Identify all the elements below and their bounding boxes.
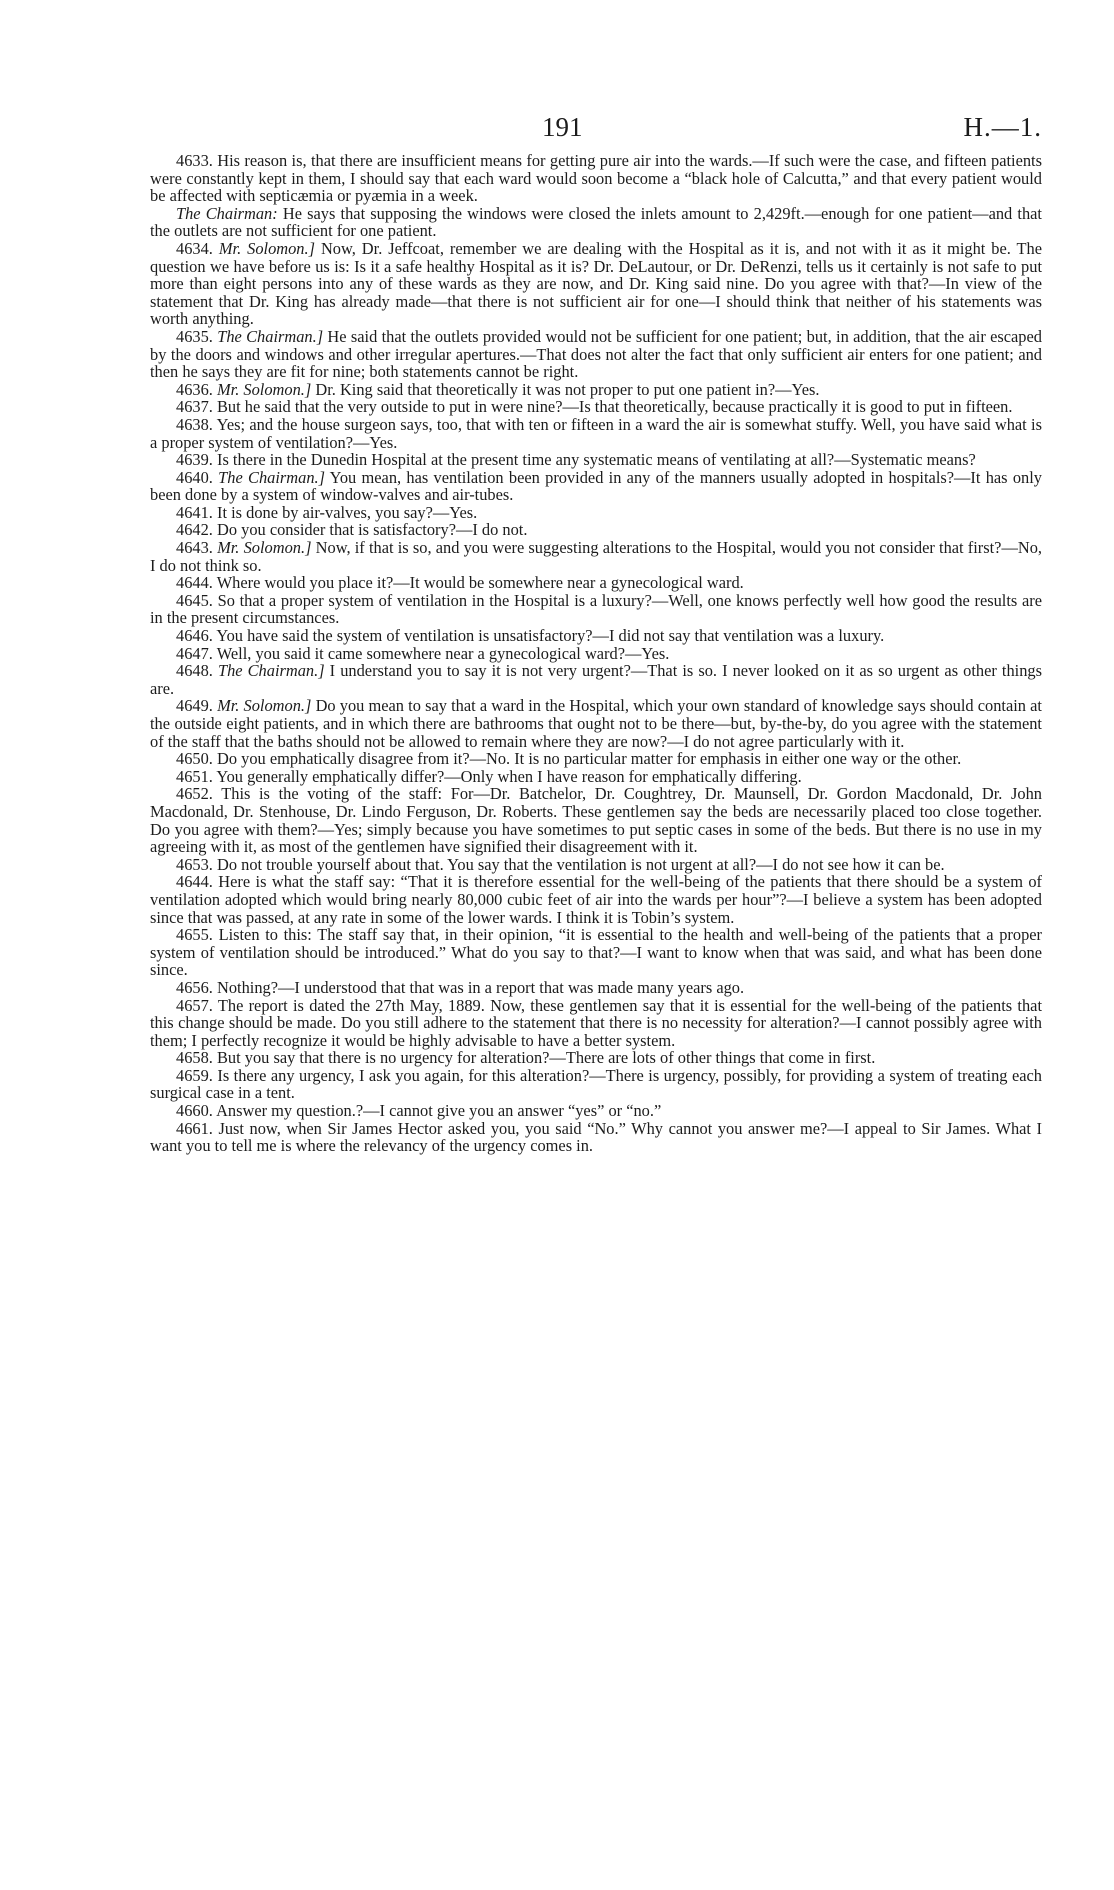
document-body bbox=[150, 152, 1042, 1155]
paragraph-text: You mean, has ventilation been provided in any of the manners usually adopted in hospitals?—It has only been done by a system of window-valves and air-tubes. bbox=[150, 467, 1042, 505]
paragraph-text: The report is dated the 27th May, 1889. Now, these gentlemen say that it is essential for the well-being of the patients that this change should be made. Do you still adhere to the statement that there is no necessity for alteration?—I cannot possibly agree with them; I perfectly recognize it would be highly advisable to have a better system. bbox=[150, 995, 1042, 1050]
paragraph-text: Yes; and the house surgeon says, too, that with ten or fifteen in a ward the air is somewhat stuffy. Well, you have said what is a proper system of ventilation?—Yes. bbox=[150, 414, 1042, 452]
testimony-paragraph bbox=[150, 504, 1042, 522]
question-number: 4650. bbox=[176, 749, 213, 769]
testimony-paragraph bbox=[150, 328, 1042, 381]
paragraph-text: But you say that there is no urgency for alteration?—There are lots of other things that come in first. bbox=[217, 1048, 876, 1068]
testimony-paragraph bbox=[150, 592, 1042, 627]
question-number: 4656. bbox=[176, 977, 213, 997]
paragraph-text: This is the voting of the staff: For—Dr. Batchelor, Dr. Coughtrey, Dr. Maunsell, Dr. Gordon Macdonald, Dr. John Macdonald, Dr. Stenhouse, Dr. Lindo Ferguson, Dr. Roberts. These gentlemen say the beds are necessarily placed too close together. Do you agree with them?—Yes; simply because you have sometimes to put septic cases in some of the beds. But there is no use in my agreeing with it, as most of the gentlemen have signified their disagreement with it. bbox=[150, 784, 1042, 857]
speaker-name: The Chairman.] bbox=[217, 661, 325, 681]
paragraph-text: But he said that the very outside to put in were nine?—Is that theoretically, because practically it is good to put in fifteen. bbox=[217, 397, 1013, 417]
question-number: 4648. bbox=[176, 661, 213, 681]
question-number: 4655. bbox=[176, 925, 213, 945]
question-number: 4633. bbox=[176, 151, 213, 170]
paragraph-text: Where would you place it?—It would be somewhere near a gynecological ward. bbox=[216, 573, 744, 593]
testimony-paragraph bbox=[150, 926, 1042, 979]
testimony-paragraph bbox=[150, 574, 1042, 592]
paragraph-text: He says that supposing the windows were closed the inlets amount to 2,429ft.—enough for one patient—and that the outlets are not sufficient for one patient. bbox=[150, 203, 1042, 241]
paragraph-text: So that a proper system of ventilation in the Hospital is a luxury?—Well, one knows perfectly well how good the results are in the present circumstances. bbox=[150, 590, 1043, 628]
testimony-paragraph bbox=[150, 768, 1042, 786]
testimony-paragraph bbox=[150, 521, 1042, 539]
testimony-paragraph bbox=[150, 997, 1042, 1050]
question-number: 4644. bbox=[176, 573, 213, 593]
testimony-paragraph bbox=[150, 152, 1042, 205]
speaker-name: Mr. Solomon.] bbox=[217, 696, 312, 716]
testimony-paragraph bbox=[150, 416, 1042, 451]
question-number: 4661. bbox=[176, 1118, 213, 1138]
paragraph-text: Here is what the staff say: “That it is therefore essential for the well-being of the patients that there should be a system of ventilation adopted which would bring nearly 80,000 cubic feet of air into the wards per hour”?—I believe a system has been adopted since that was passed, at any rate in some of the lower wards. I think it is Tobin’s system. bbox=[150, 872, 1043, 927]
question-number: 4644. bbox=[176, 872, 213, 892]
paragraph-text: Do not trouble yourself about that. You say that the ventilation is not urgent at all?—I do not see how it can be. bbox=[217, 854, 945, 874]
question-number: 4649. bbox=[176, 696, 213, 716]
series-code: H.—1. bbox=[963, 112, 1042, 142]
testimony-paragraph bbox=[150, 645, 1042, 663]
page-number: 191 bbox=[542, 112, 583, 142]
testimony-paragraph bbox=[150, 1120, 1042, 1155]
testimony-paragraph bbox=[150, 697, 1042, 750]
paragraph-text: Do you consider that is satisfactory?—I do not. bbox=[217, 520, 528, 540]
speaker-name: The Chairman.] bbox=[217, 326, 324, 346]
question-number: 4652. bbox=[176, 784, 213, 804]
paragraph-text: Answer my question.?—I cannot give you an answer “yes” or “no.” bbox=[216, 1101, 662, 1121]
question-number: 4635. bbox=[176, 326, 213, 346]
question-number: 4659. bbox=[176, 1065, 213, 1085]
paragraph-text: Do you emphatically disagree from it?—No. It is no particular matter for emphasis in either one way or the other. bbox=[217, 749, 962, 769]
testimony-paragraph bbox=[150, 398, 1042, 416]
paragraph-text: Is there in the Dunedin Hospital at the present time any systematic means of ventilating at all?—Systematic means? bbox=[217, 450, 976, 470]
question-number: 4640. bbox=[176, 467, 213, 487]
testimony-paragraph bbox=[150, 627, 1042, 645]
testimony-paragraph bbox=[150, 785, 1042, 855]
paragraph-text: I understand you to say it is not very urgent?—That is so. I never looked on it as so urgent as other things are. bbox=[150, 661, 1042, 698]
speaker-name: The Chairman.] bbox=[218, 467, 325, 487]
paragraph-text: Now, if that is so, and you were suggesting alterations to the Hospital, would you not consider that first?—No, I do not think so. bbox=[150, 538, 1042, 575]
testimony-paragraph bbox=[150, 856, 1042, 874]
question-number: 4634. bbox=[176, 238, 213, 258]
question-number: 4653. bbox=[176, 854, 213, 874]
speaker-name: Mr. Solomon.] bbox=[218, 238, 315, 258]
testimony-paragraph bbox=[150, 539, 1042, 574]
page-header bbox=[0, 112, 1114, 148]
question-number: 4643. bbox=[176, 538, 213, 558]
question-number: 4642. bbox=[176, 520, 213, 540]
testimony-paragraph bbox=[150, 750, 1042, 768]
paragraph-text: It is done by air-valves, you say?—Yes. bbox=[217, 502, 478, 522]
paragraph-text: Do you mean to say that a ward in the Hospital, which your own standard of knowledge says should contain at the outside eight patients, and in which there are bathrooms that ought not to be there—but, by-the-by, do you agree with the statement of the staff that the baths should not be allowed to remain where they are now?—I do not agree particularly with it. bbox=[150, 696, 1042, 751]
testimony-paragraph bbox=[150, 469, 1042, 504]
paragraph-text: Is there any urgency, I ask you again, for this alteration?—There is urgency, possibly, for providing a system of treating each surgical case in a tent. bbox=[150, 1065, 1042, 1103]
paragraph-text: He said that the outlets provided would not be sufficient for one patient; but, in addition, that the air escaped by the doors and windows and other irregular apertures.—That does not alter the fact that only sufficient air enters for one patient; and then he says they are fit for nine; both statements cannot be right. bbox=[150, 326, 1042, 382]
paragraph-text: Dr. King said that theoretically it was not proper to put one patient in?—Yes. bbox=[315, 379, 820, 399]
question-number: 4638. bbox=[176, 414, 213, 434]
speaker-name: Mr. Solomon.] bbox=[217, 379, 312, 399]
question-number: 4651. bbox=[176, 766, 213, 786]
question-number: 4658. bbox=[176, 1048, 213, 1068]
paragraph-text: Just now, when Sir James Hector asked you, you said “No.” Why cannot you answer me?—I appeal to Sir James. What I want you to tell me is where the relevancy of the urgency comes in. bbox=[150, 1118, 1042, 1156]
question-number: 4657. bbox=[176, 995, 213, 1015]
question-number: 4660. bbox=[176, 1101, 213, 1121]
question-number: 4639. bbox=[176, 450, 213, 470]
question-number: 4645. bbox=[176, 590, 213, 610]
testimony-paragraph bbox=[150, 979, 1042, 997]
paragraph-text: You have said the system of ventilation is unsatisfactory?—I did not say that ventilation was a luxury. bbox=[216, 626, 885, 646]
question-number: 4647. bbox=[176, 643, 213, 663]
question-number: 4641. bbox=[176, 502, 213, 522]
speaker-name: The Chairman: bbox=[176, 203, 278, 223]
testimony-paragraph bbox=[150, 451, 1042, 469]
testimony-paragraph bbox=[150, 1049, 1042, 1067]
testimony-paragraph bbox=[150, 662, 1042, 697]
question-number: 4646. bbox=[176, 626, 213, 646]
question-number: 4636. bbox=[176, 379, 213, 399]
paragraph-text: Well, you said it came somewhere near a gynecological ward?—Yes. bbox=[216, 643, 670, 663]
paragraph-text: Now, Dr. Jeffcoat, remember we are dealing with the Hospital as it is, and not with it as it might be. The question we have before us is: Is it a safe healthy Hospital as it is? Dr. DeLautour, or Dr. DeRenzi, tells us it certainly is not safe to put more than eight persons into any of these wards as they are now, and Dr. King said nine. Do you agree with that?—In view of the statement that Dr. King has already made—that there is not sufficient air for one—I should think that neither of his statements was worth anything. bbox=[150, 238, 1042, 329]
paragraph-text: Nothing?—I understood that that was in a report that was made many years ago. bbox=[217, 977, 745, 997]
testimony-paragraph bbox=[150, 240, 1042, 328]
paragraph-text: Listen to this: The staff say that, in their opinion, “it is essential to the health and well-being of the patients that a proper system of ventilation should be introduced.” What do you say to that?—I want to know when that was said, and what has been done since. bbox=[150, 925, 1042, 980]
testimony-paragraph bbox=[150, 1102, 1042, 1120]
speaker-name: Mr. Solomon.] bbox=[217, 538, 312, 558]
paragraph-text: You generally emphatically differ?—Only when I have reason for emphatically differing. bbox=[216, 766, 802, 786]
testimony-paragraph bbox=[150, 873, 1042, 926]
question-number: 4637. bbox=[176, 397, 213, 417]
paragraph-text: His reason is, that there are insufficient means for getting pure air into the wards.—If such were the case, and fifteen patients were constantly kept in them, I should say that each ward would soon become a “black hole of Calcutta,” and that every patient would be affected with septicæmia or pyæmia in a week. bbox=[150, 151, 1042, 206]
testimony-paragraph bbox=[150, 205, 1042, 240]
testimony-paragraph bbox=[150, 381, 1042, 399]
testimony-paragraph bbox=[150, 1067, 1042, 1102]
